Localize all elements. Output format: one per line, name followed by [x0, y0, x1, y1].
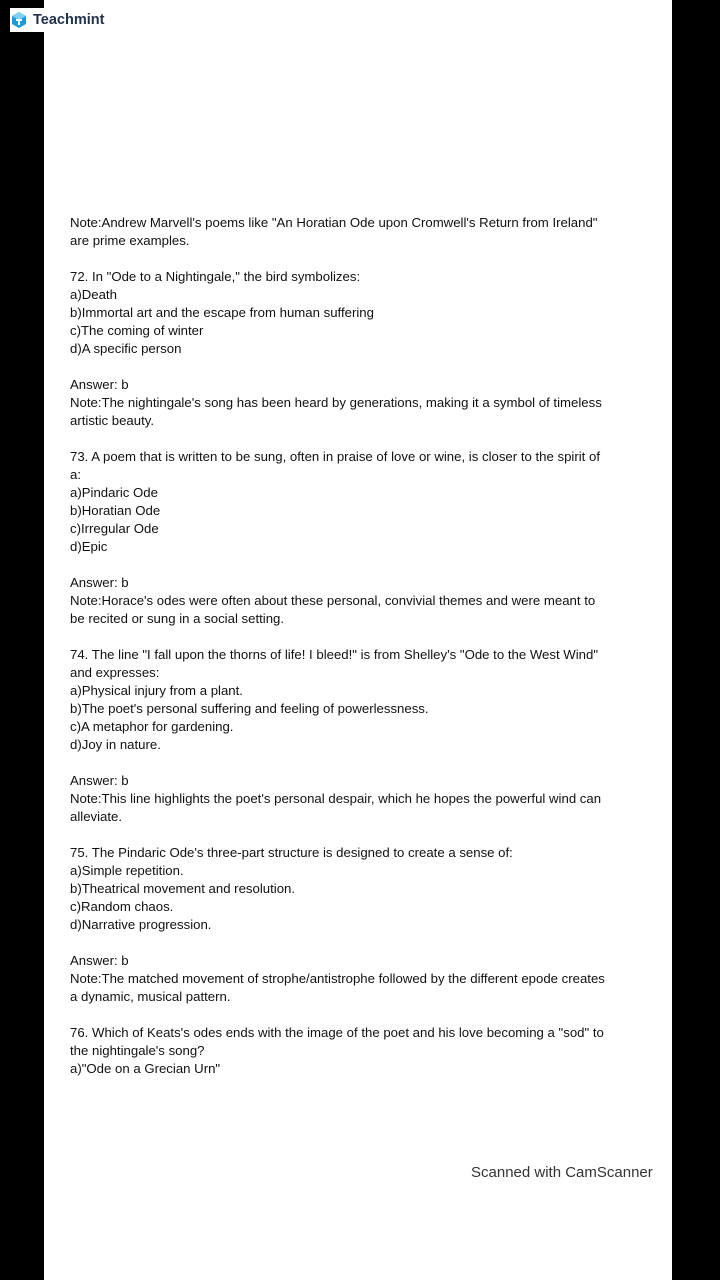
- text-line: the nightingale's song?: [70, 1043, 205, 1058]
- text-line: Answer: b: [70, 377, 129, 392]
- document-body: [70, 214, 640, 1078]
- text-line: a)Pindaric Ode: [70, 485, 158, 500]
- text-line: a:: [70, 467, 81, 482]
- text-line: 74. The line "I fall upon the thorns of life! I bleed!" is from Shelley's "Ode to the West Wind": [70, 647, 599, 662]
- text-line: 75. The Pindaric Ode's three-part structure is designed to create a sense of:: [70, 845, 513, 860]
- paragraph-gap: [70, 934, 640, 952]
- text-line: b)Horatian Ode: [70, 503, 161, 518]
- text-line: d)Joy in nature.: [70, 737, 161, 752]
- paragraph-gap: [70, 430, 640, 448]
- text-line: b)Immortal art and the escape from human suffering: [70, 305, 374, 320]
- paragraph-gap: [70, 358, 640, 376]
- text-line: Answer: b: [70, 773, 129, 788]
- text-line: Note:The nightingale's song has been heard by generations, making it a symbol of timeless: [70, 395, 602, 410]
- text-line: Note:Andrew Marvell's poems like "An Horatian Ode upon Cromwell's Return from Ireland": [70, 215, 598, 230]
- text-line: d)A specific person: [70, 341, 182, 356]
- text-line: 72. In "Ode to a Nightingale," the bird symbolizes:: [70, 269, 361, 284]
- text-line: c)Irregular Ode: [70, 521, 159, 536]
- text-line: Note:The matched movement of strophe/antistrophe followed by the different epode creates: [70, 971, 605, 986]
- text-line: a)Physical injury from a plant.: [70, 683, 243, 698]
- text-line: a dynamic, musical pattern.: [70, 989, 231, 1004]
- brand-name: Teachmint: [33, 12, 105, 28]
- text-line: alleviate.: [70, 809, 123, 824]
- text-line: be recited or sung in a social setting.: [70, 611, 285, 626]
- text-line: a)"Ode on a Grecian Urn": [70, 1061, 221, 1076]
- text-line: artistic beauty.: [70, 413, 155, 428]
- text-line: c)A metaphor for gardening.: [70, 719, 234, 734]
- text-line: 76. Which of Keats's odes ends with the image of the poet and his love becoming a "sod" to: [70, 1025, 604, 1040]
- text-line: a)Death: [70, 287, 117, 302]
- text-line: d)Narrative progression.: [70, 917, 212, 932]
- text-line: b)Theatrical movement and resolution.: [70, 881, 296, 896]
- text-line: b)The poet's personal suffering and feeling of powerlessness.: [70, 701, 429, 716]
- paragraph-gap: [70, 754, 640, 772]
- text-line: are prime examples.: [70, 233, 190, 248]
- paragraph-gap: [70, 556, 640, 574]
- text-line: and expresses:: [70, 665, 160, 680]
- teachmint-logo[interactable]: [10, 8, 112, 32]
- camscanner-watermark: Scanned with CamScanner: [471, 1164, 653, 1181]
- text-line: c)Random chaos.: [70, 899, 174, 914]
- text-line: c)The coming of winter: [70, 323, 204, 338]
- paragraph-gap: [70, 250, 640, 268]
- text-line: a)Simple repetition.: [70, 863, 184, 878]
- text-line: 73. A poem that is written to be sung, often in praise of love or wine, is closer to the spirit of: [70, 449, 600, 464]
- text-line: d)Epic: [70, 539, 108, 554]
- paragraph-gap: [70, 1006, 640, 1024]
- text-line: Note:This line highlights the poet's personal despair, which he hopes the powerful wind can: [70, 791, 602, 806]
- text-line: Answer: b: [70, 953, 129, 968]
- text-line: Note:Horace's odes were often about these personal, convivial themes and were meant to: [70, 593, 596, 608]
- teachmint-logo-icon: [10, 11, 28, 29]
- paragraph-gap: [70, 628, 640, 646]
- paragraph-gap: [70, 826, 640, 844]
- text-line: Answer: b: [70, 575, 129, 590]
